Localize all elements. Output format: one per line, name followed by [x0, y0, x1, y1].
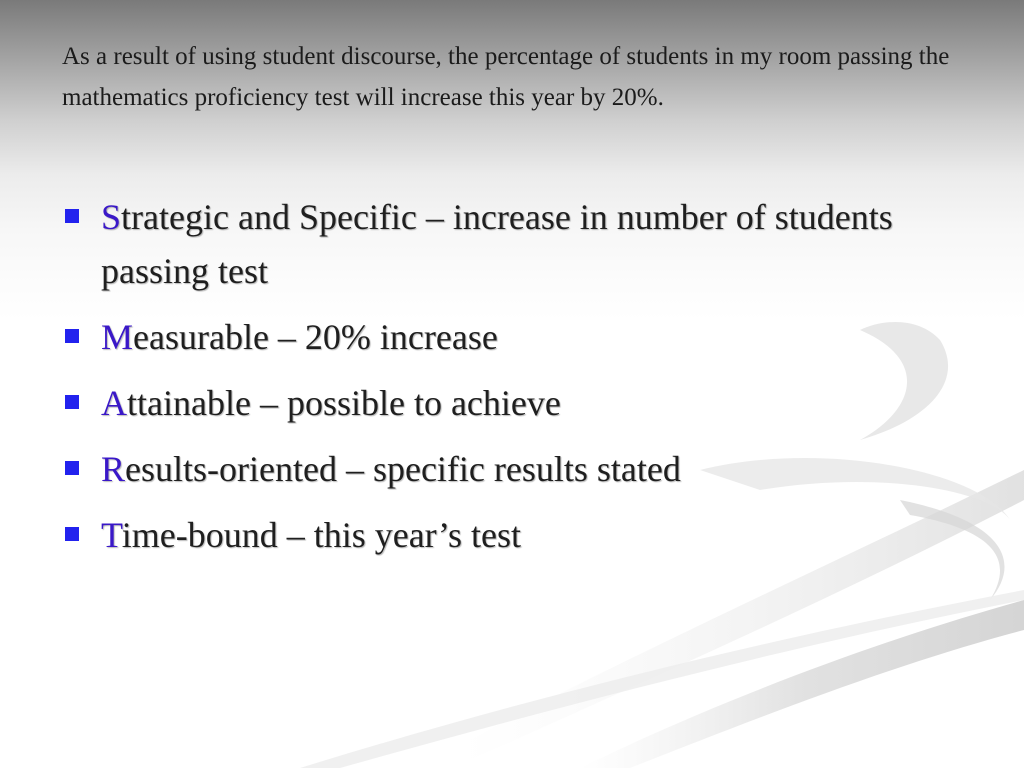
bullet-text: esults-oriented – specific results stated [125, 449, 681, 489]
square-bullet-icon [65, 209, 79, 223]
slide-title: As a result of using student discourse, the percentage of students in my room passing the mathematics proficiency test will increase this year by 20%. [62, 43, 950, 111]
bullet-item-measurable [62, 310, 962, 364]
bullet-list [62, 190, 962, 574]
bullet-item-strategic [62, 190, 962, 298]
bullet-initial: T [101, 515, 122, 555]
bullet-text: easurable – 20% increase [133, 317, 498, 357]
bullet-item-attainable [62, 376, 962, 430]
bullet-item-time-bound [62, 508, 962, 562]
bullet-initial: R [101, 449, 126, 489]
bullet-initial: M [101, 317, 134, 357]
square-bullet-icon [65, 461, 79, 475]
bullet-initial: A [101, 383, 127, 423]
bullet-item-results [62, 442, 962, 496]
bullet-text: ttainable – possible to achieve [127, 383, 561, 423]
square-bullet-icon [65, 329, 79, 343]
bullet-text: trategic and Specific – increase in number of students passing test [101, 197, 893, 291]
bullet-initial: S [101, 197, 122, 237]
bullet-text: ime-bound – this year’s test [121, 515, 522, 555]
square-bullet-icon [65, 527, 79, 541]
square-bullet-icon [65, 395, 79, 409]
